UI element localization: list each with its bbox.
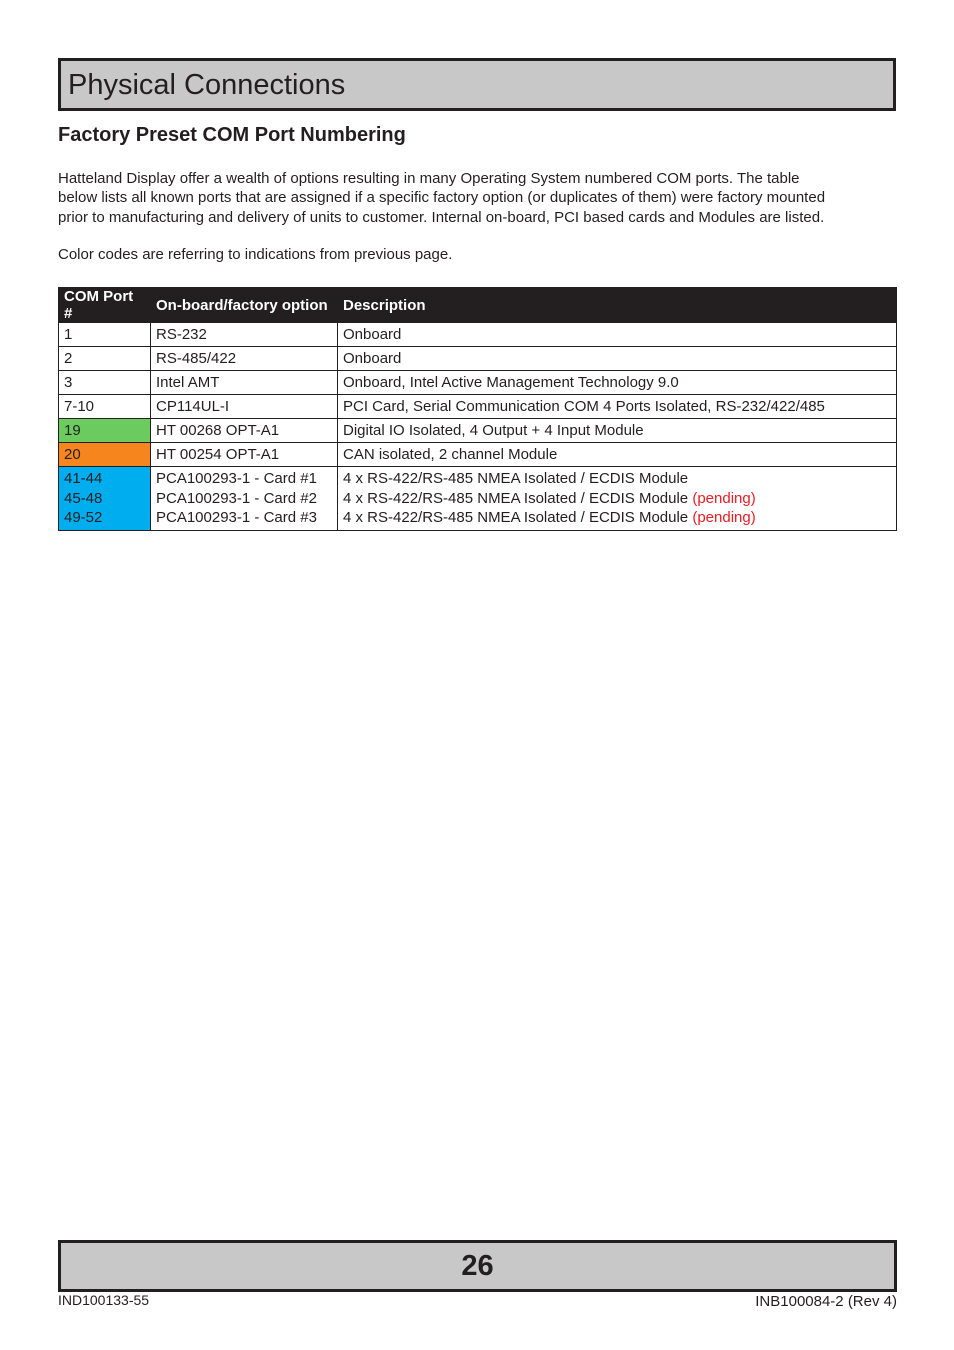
header-option: On-board/factory option [151, 288, 338, 323]
document-id-right: INB100084-2 (Rev 4) [755, 1293, 897, 1310]
description-cell: Onboard [338, 347, 897, 371]
page-number-bar [58, 1240, 897, 1292]
page-title: Physical Connections [68, 69, 346, 101]
option-cell: HT 00254 OPT-A1 [151, 443, 338, 467]
table-row [59, 395, 897, 419]
description-cell: CAN isolated, 2 channel Module [338, 443, 897, 467]
intro-line: below lists all known ports that are assigned if a specific factory option (or duplicates of them) were factory mounted [58, 189, 826, 207]
option-cell: RS-232 [151, 323, 338, 347]
page-number: 26 [461, 1250, 494, 1282]
port-cell-green: 19 [59, 419, 151, 443]
table-row-ecdis [59, 467, 897, 531]
pending-status: (pending) [692, 489, 756, 507]
option-cell: HT 00268 OPT-A1 [151, 419, 338, 443]
table-row [59, 443, 897, 467]
port-range: 49-52 [64, 509, 103, 526]
description-cell: Onboard [338, 323, 897, 347]
intro-paragraph [58, 169, 894, 227]
option-cell [151, 467, 338, 531]
card-option: PCA100293-1 - Card #2 [156, 489, 317, 507]
table-header-row [59, 288, 897, 323]
port-cell: 1 [59, 323, 151, 347]
card-description-text: 4 x RS-422/RS-485 NMEA Isolated / ECDIS Module [343, 489, 689, 507]
intro-line: Hatteland Display offer a wealth of options resulting in many Operating System numbered COM ports. The table [58, 170, 800, 187]
section-heading: Factory Preset COM Port Numbering [58, 124, 406, 146]
card-description-text: 4 x RS-422/RS-485 NMEA Isolated / ECDIS Module [343, 470, 689, 487]
port-cell: 7-10 [59, 395, 151, 419]
port-cell-orange: 20 [59, 443, 151, 467]
header-description: Description [338, 288, 897, 323]
table-row [59, 419, 897, 443]
card-option: PCA100293-1 - Card #3 [156, 509, 317, 526]
table-row [59, 347, 897, 371]
card-description [343, 489, 891, 509]
com-port-table [58, 287, 897, 531]
card-description [343, 469, 891, 489]
port-range: 41-44 [64, 470, 103, 487]
header-com-port: COM Port # [59, 288, 151, 323]
intro-line: prior to manufacturing and delivery of units to customer. Internal on-board, PCI based cards and Modules are listed. [58, 208, 825, 226]
pending-status: (pending) [692, 509, 756, 526]
card-description [343, 508, 891, 528]
card-option: PCA100293-1 - Card #1 [156, 470, 317, 487]
port-cell-blue [59, 467, 151, 531]
option-cell: CP114UL-I [151, 395, 338, 419]
port-cell: 2 [59, 347, 151, 371]
card-description-text: 4 x RS-422/RS-485 NMEA Isolated / ECDIS Module [343, 509, 689, 526]
description-cell: PCI Card, Serial Communication COM 4 Ports Isolated, RS-232/422/485 [338, 395, 897, 419]
page-title-bar [58, 58, 896, 111]
description-cell: Onboard, Intel Active Management Technology 9.0 [338, 371, 897, 395]
description-cell [338, 467, 897, 531]
table-row [59, 371, 897, 395]
description-cell: Digital IO Isolated, 4 Output + 4 Input Module [338, 419, 897, 443]
color-code-note: Color codes are referring to indications from previous page. [58, 246, 453, 263]
port-cell: 3 [59, 371, 151, 395]
document-id-left: IND100133-55 [58, 1292, 150, 1308]
port-range: 45-48 [64, 489, 103, 507]
table-row [59, 323, 897, 347]
option-cell: RS-485/422 [151, 347, 338, 371]
option-cell: Intel AMT [151, 371, 338, 395]
